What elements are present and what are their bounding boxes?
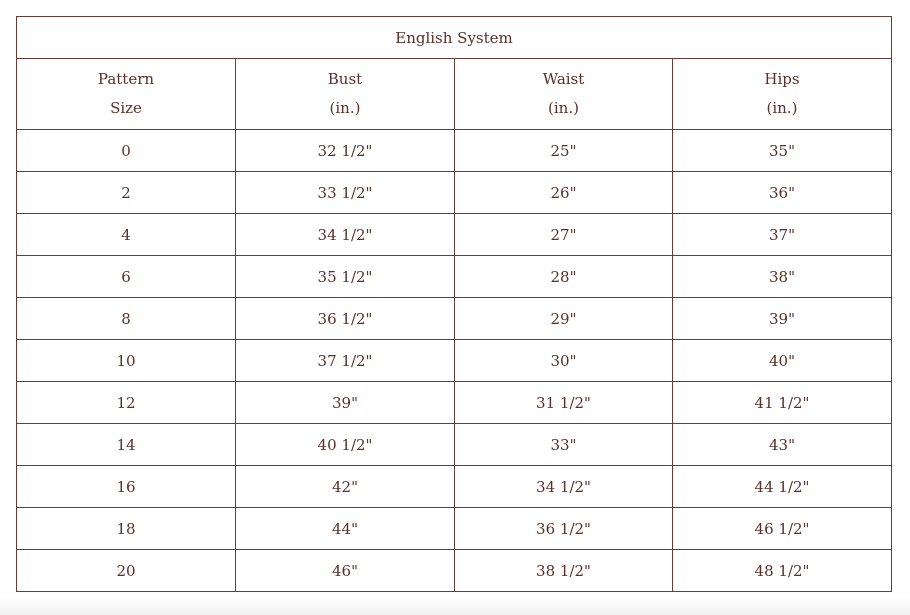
cell-waist: 29" [455, 298, 673, 340]
header-line: Size [110, 99, 142, 117]
header-line: (in.) [766, 99, 798, 117]
table-row [17, 382, 892, 424]
cell-hips: 41 1/2" [673, 382, 892, 424]
cell-bust: 39" [236, 382, 455, 424]
table-row [17, 172, 892, 214]
cell-pattern-size: 14 [17, 424, 236, 466]
header-line: Bust [327, 70, 363, 88]
cell-hips: 44 1/2" [673, 466, 892, 508]
cell-waist: 30" [455, 340, 673, 382]
cell-pattern-size: 8 [17, 298, 236, 340]
cell-bust: 35 1/2" [236, 256, 455, 298]
table-title-row [17, 17, 892, 59]
table-row [17, 508, 892, 550]
cell-hips: 38" [673, 256, 892, 298]
table-title: English System [17, 17, 892, 59]
cell-pattern-size: 12 [17, 382, 236, 424]
table-row [17, 214, 892, 256]
cell-pattern-size: 20 [17, 550, 236, 592]
cell-bust: 33 1/2" [236, 172, 455, 214]
header-line: Pattern [97, 70, 155, 88]
cell-waist: 38 1/2" [455, 550, 673, 592]
cell-waist: 36 1/2" [455, 508, 673, 550]
cell-hips: 40" [673, 340, 892, 382]
table-row [17, 130, 892, 172]
cell-pattern-size: 18 [17, 508, 236, 550]
cell-hips: 35" [673, 130, 892, 172]
cell-waist: 33" [455, 424, 673, 466]
cell-bust: 34 1/2" [236, 214, 455, 256]
cell-bust: 46" [236, 550, 455, 592]
page-bottom-shade [0, 597, 910, 615]
cell-pattern-size: 10 [17, 340, 236, 382]
cell-pattern-size: 4 [17, 214, 236, 256]
cell-hips: 39" [673, 298, 892, 340]
cell-waist: 31 1/2" [455, 382, 673, 424]
table-row [17, 340, 892, 382]
cell-hips: 48 1/2" [673, 550, 892, 592]
cell-hips: 43" [673, 424, 892, 466]
header-line: Hips [764, 70, 800, 88]
table-row [17, 466, 892, 508]
column-header-row [17, 59, 892, 130]
column-header-bust [236, 59, 455, 130]
column-header-waist [455, 59, 673, 130]
cell-waist: 25" [455, 130, 673, 172]
cell-bust: 37 1/2" [236, 340, 455, 382]
cell-waist: 27" [455, 214, 673, 256]
column-header-hips [673, 59, 892, 130]
cell-pattern-size: 0 [17, 130, 236, 172]
table-row [17, 298, 892, 340]
cell-waist: 26" [455, 172, 673, 214]
table-row [17, 424, 892, 466]
cell-pattern-size: 16 [17, 466, 236, 508]
cell-hips: 36" [673, 172, 892, 214]
cell-pattern-size: 6 [17, 256, 236, 298]
cell-hips: 37" [673, 214, 892, 256]
cell-waist: 34 1/2" [455, 466, 673, 508]
cell-bust: 42" [236, 466, 455, 508]
table-row [17, 550, 892, 592]
cell-bust: 36 1/2" [236, 298, 455, 340]
header-line: (in.) [548, 99, 579, 117]
cell-bust: 44" [236, 508, 455, 550]
cell-pattern-size: 2 [17, 172, 236, 214]
column-header-pattern-size [17, 59, 236, 130]
table-row [17, 256, 892, 298]
cell-hips: 46 1/2" [673, 508, 892, 550]
cell-bust: 40 1/2" [236, 424, 455, 466]
header-line: (in.) [329, 99, 361, 117]
cell-bust: 32 1/2" [236, 130, 455, 172]
size-chart-table [16, 16, 892, 592]
cell-waist: 28" [455, 256, 673, 298]
header-line: Waist [542, 70, 585, 88]
